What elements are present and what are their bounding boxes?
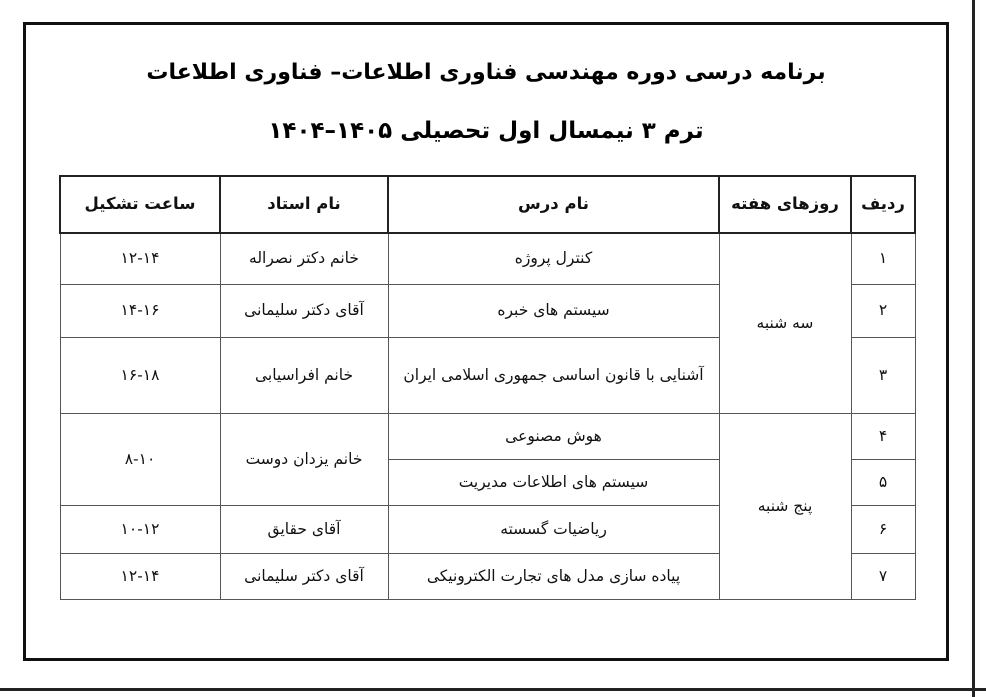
time-cell: ۱۶-۱۸ [60, 337, 220, 413]
schedule-table [59, 175, 916, 600]
course-cell: آشنایی با قانون اساسی جمهوری اسلامی ایران [388, 337, 719, 413]
document-frame [23, 22, 949, 661]
instructor-cell: خانم افراسیابی [220, 337, 388, 413]
header-time: ساعت تشکیل [60, 176, 220, 233]
row-number: ۷ [851, 553, 915, 599]
time-cell: ۱۴-۱۶ [60, 284, 220, 337]
page-edge-right [972, 0, 975, 697]
course-cell: سیستم های اطلاعات مدیریت [388, 459, 719, 505]
header-weekday: روزهای هفته [719, 176, 851, 233]
page-title: برنامه درسی دوره مهندسی فناوری اطلاعات– فناوری اطلاعات [146, 60, 826, 85]
course-cell: پیاده سازی مدل های تجارت الکترونیکی [388, 553, 719, 599]
row-number: ۵ [851, 459, 915, 505]
instructor-cell: آقای دکتر سلیمانی [220, 284, 388, 337]
course-cell: کنترل پروژه [388, 233, 719, 284]
page-edge-bottom [0, 688, 986, 691]
time-cell: ۱۲-۱۴ [60, 233, 220, 284]
page-subtitle: ترم ۳ نیمسال اول تحصیلی ۱۴۰۵–۱۴۰۴ [268, 118, 704, 144]
instructor-cell: آقای دکتر سلیمانی [220, 553, 388, 599]
time-cell: ۱۰-۱۲ [60, 505, 220, 553]
instructor-cell: خانم دکتر نصراله [220, 233, 388, 284]
row-number: ۳ [851, 337, 915, 413]
row-number: ۴ [851, 413, 915, 459]
instructor-cell: خانم یزدان دوست [220, 413, 388, 505]
header-instructor: نام استاد [220, 176, 388, 233]
row-number: ۱ [851, 233, 915, 284]
course-cell: هوش مصنوعی [388, 413, 719, 459]
weekday-cell: پنج شنبه [719, 413, 851, 599]
time-cell: ۸-۱۰ [60, 413, 220, 505]
table-header-row [60, 176, 915, 233]
course-cell: سیستم های خبره [388, 284, 719, 337]
instructor-cell: آقای حقایق [220, 505, 388, 553]
header-row-number: ردیف [851, 176, 915, 233]
time-cell: ۱۲-۱۴ [60, 553, 220, 599]
header-course: نام درس [388, 176, 719, 233]
course-cell: ریاضیات گسسته [388, 505, 719, 553]
row-number: ۲ [851, 284, 915, 337]
row-number: ۶ [851, 505, 915, 553]
table-row [60, 413, 915, 459]
weekday-cell: سه شنبه [719, 233, 851, 413]
table-row [60, 233, 915, 284]
